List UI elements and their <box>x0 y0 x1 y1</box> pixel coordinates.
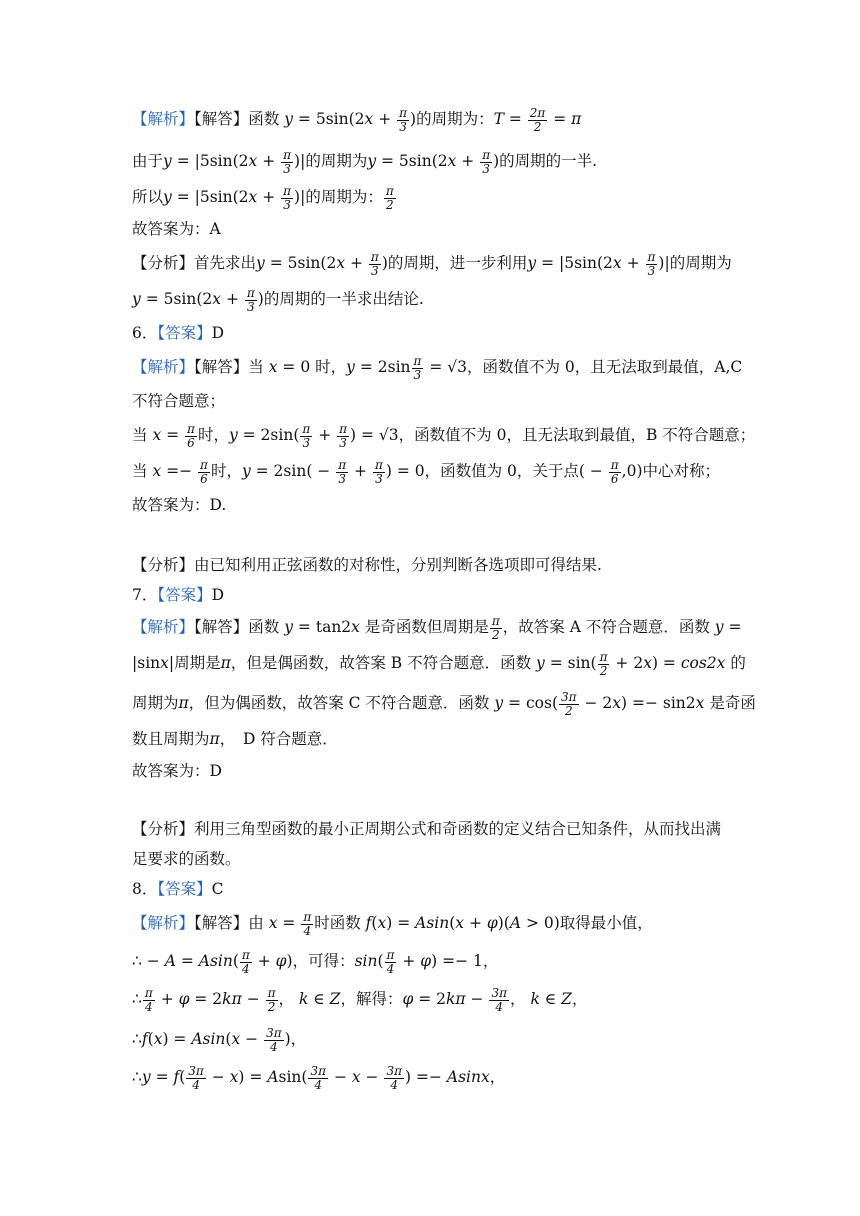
q7-line-3: 周期为π，但为偶函数，故答案 C 不符合题意．函数 y = cos( $\frac{3\pi}{2}$ − 2x) =− sin2x 是奇函 <box>132 689 756 718</box>
q8-header: 8．【答案】C <box>132 880 224 898</box>
q8-line-5: ∴y = f( $\frac{3\pi}{4}$ − x) = Asin( $\frac{3\pi}{4}$ − x − $\frac{3\pi}{4}$ ) =− Asinx， <box>132 1063 506 1092</box>
q6-header: 6．【答案】D <box>132 324 225 342</box>
q6-jiexi-line: 【解析】【解答】当 x = 0 时，y = 2sin $\frac{\pi}{3}$ = √3，函数值不为 0，且无法取到最值，A,C <box>132 353 743 382</box>
q8-line-3: ∴ $\frac{\pi}{4}$ + φ = 2kπ − $\frac{\pi}{2}$ ， k ∈ Z，解得：φ = 2kπ − $\frac{3\pi}{4}$ ， k ∈ Z， <box>132 985 588 1014</box>
q6-line-2: 不符合题意； <box>132 392 226 410</box>
q7-line-2: |sinx|周期是π，但是偶函数，故答案 B 不符合题意．函数 y = sin( $\frac{\pi}{2}$ + 2x) = cos2x 的 <box>132 649 746 678</box>
q6-line-4: 当 x =− $\frac{\pi}{6}$ 时，y = 2sin( − $\frac{\pi}{3}$ + $\frac{\pi}{3}$ ) = 0，函数值为 0，关于点( − $\frac{\pi}{6}$ ,0)中心对称； <box>132 457 721 486</box>
q8-jiexi-line: 【解析】【解答】由 x = $\frac{\pi}{4}$ 时函数 f(x) = Asin(x + φ)(A > 0)取得最小值， <box>132 909 653 938</box>
q6-line-3: 当 x = $\frac{\pi}{6}$ 时，y = 2sin( $\frac{\pi}{3}$ + $\frac{\pi}{3}$ ) = √3，函数值不为 0，且无法取到最值，B 不符合题意； <box>132 421 756 450</box>
q7-fenxi-2: 足要求的函数。 <box>132 850 241 868</box>
q5-jiexi-line: 【解析】【解答】函数 y = 5sin(2x + $\frac{\pi}{3}$ )的周期为：T = $\frac{2\pi}{2}$ = π <box>132 105 582 134</box>
jiexi-label: 【解析】 <box>132 110 195 128</box>
q5-line-3: 所以y = |5sin(2x + $\frac{\pi}{3}$ )|的周期为： $\frac{\pi}{2}$ <box>132 183 394 212</box>
q5-fenxi-line-2: y = 5sin(2x + $\frac{\pi}{3}$ )的周期的一半求出结论. <box>132 285 424 314</box>
q5-line-2: 由于y = |5sin(2x + $\frac{\pi}{3}$ )|的周期为y = 5sin(2x + $\frac{\pi}{3}$ )的周期的一半. <box>132 147 598 176</box>
q7-jiexi-line: 【解析】【解答】函数 y = tan2x 是奇函数但周期是 $\frac{\pi}{2}$ ，故答案 A 不符合题意．函数 y = <box>132 613 742 642</box>
q6-answer: 故答案为：D. <box>132 496 227 514</box>
q7-answer: 故答案为：D <box>132 762 222 780</box>
q5-fenxi-line-1: 【分析】首先求出y = 5sin(2x + $\frac{\pi}{3}$ )的周期，进一步利用y = |5sin(2x + $\frac{\pi}{3}$ )|的周期为 <box>132 249 732 278</box>
q6-fenxi: 【分析】由已知利用正弦函数的对称性，分别判断各选项即可得结果. <box>132 556 602 574</box>
q7-fenxi-1: 【分析】利用三角型函数的最小正周期公式和奇函数的定义结合已知条件，从而找出满 <box>132 820 722 838</box>
q8-line-4: ∴f(x) = Asin(x − $\frac{3\pi}{4}$ )， <box>132 1025 307 1054</box>
q8-line-2: ∴ − A = Asin( $\frac{\pi}{4}$ + φ)，可得：sin( $\frac{\pi}{4}$ + φ) =− 1， <box>132 947 499 976</box>
q7-header: 7．【答案】D <box>132 586 225 604</box>
jieda-label: 【解答】 <box>194 110 249 128</box>
q7-line-4: 数且周期为π， D 符合题意． <box>132 730 338 748</box>
q5-answer: 故答案为：A <box>132 220 221 238</box>
